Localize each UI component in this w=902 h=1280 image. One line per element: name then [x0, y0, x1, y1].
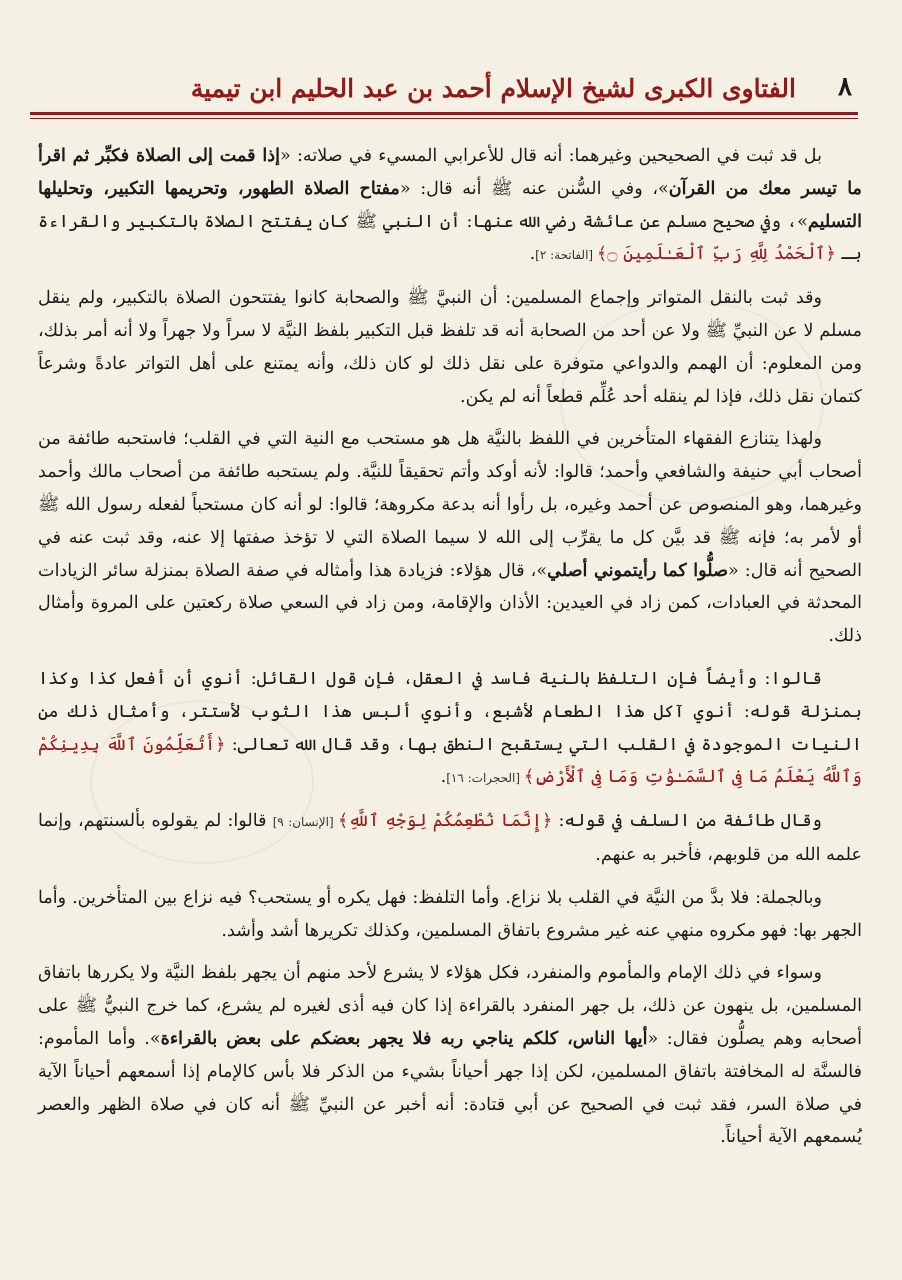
hadith-text: مفتاح الصلاة الطهور، وتحريمها التكبير، وتحليلها التسليم: [38, 177, 862, 232]
running-title: الفتاوى الكبرى لشيخ الإسلام أحمد بن عبد الحليم ابن تيمية: [190, 74, 796, 103]
quran-verse: ﴿أَتُعَلِّمُونَ ٱللَّهَ بِدِينِكُمْ وَٱللَّهُ يَعْلَمُ مَا فِى ٱلسَّمَـٰوَٰتِ وَمَا فِى ٱلْأَرْضِ﴾: [38, 734, 862, 788]
body-text: ». وأما المأموم: فالسنَّة له المخافتة باتفاق المسلمين، لكن إذا جهر أحياناً بشيء من الذكر فلا بأس كالإمام إذا أسمعهم أحياناً الآية في صلاة السر، فقد ثبت في الصحيح عن أبي قتادة: أنه أخبر عن النبيِّ ﷺ أنه كان في صلاة الظهر والعصر يُسمعهم الآية أحياناً.: [38, 1028, 862, 1148]
body-text: ولهذا يتنازع الفقهاء المتأخرين في اللفظ بالنيَّة هل هو مستحب مع النية التي في القلب؛ فاستحبه طائفة من أصحاب أبي حنيفة والشافعي وأحمد؛ قالوا: لأنه أوكد وأتم تحقيقاً للنيَّة. ولم يستحبه طائفة من أصحاب مالك وأحمد وغيرهما، وهو المنصوص عن أحمد وغيره، بل رأوا أنه بدعة مكروهة؛ قالوا: لو أنه كان مستحباً لفعله رسول الله ﷺ أو لأمر به؛ فإنه ﷺ قد بيَّن كل ما يقرِّب إلى الله لا سيما الصلاة التي لا تؤخذ صفتها إلا عنه، وقد ثبت عنه في الصحيح أنه قال: «: [38, 429, 862, 581]
body-text: »، قال هؤلاء: فزيادة هذا وأمثاله في صفة الصلاة بمنزلة سائر الزيادات المحدثة في العبادات، كمن زاد في العيدين: الأذان والإقامة، ومن زاد في السعي صلاة ركعتين على المروة وأمثال ذلك.: [38, 560, 862, 647]
body-text: »، وفي السُّنن عنه ﷺ أنه قال: «: [399, 178, 669, 199]
header-rule-thin: [30, 118, 858, 119]
body-text: وقد ثبت بالنقل المتواتر وإجماع المسلمين: أن النبيَّ ﷺ والصحابة كانوا يفتتحون الصلاة بالتكبير، ولم ينقل مسلم لا عن النبيِّ ﷺ ولا عن أحد من الصحابة أنه قد تلفظ قبل التكبير بلفظ النيَّة لا سراً ولا جهراً ولا أنه أمر بذلك، ومن المعلوم: أن الهمم والدواعي متوفرة على نقل ذلك لو كان ذلك، وأنه يمتنع على أهل التواتر عادةً وشرعاً كتمان نقل ذلك، فإذا لم ينقله أحد عُلِّم قطعاً أنه لم يكن.: [38, 288, 862, 407]
hadith-text: أيها الناس، كلكم يناجي ربه فلا يجهر بعضكم على بعض بالقراءة: [160, 1027, 648, 1049]
paragraph: [38, 805, 862, 872]
body-text: بل قد ثبت في الصحيحين وغيرهما: أنه قال للأعرابي المسيء في صلاته: «: [279, 146, 822, 166]
paragraph: [38, 140, 862, 272]
body-text: .: [440, 767, 447, 788]
verse-reference: [الفاتحة: ٢]: [535, 248, 597, 263]
paragraph: [38, 663, 862, 795]
paragraph: [38, 423, 862, 653]
body-text: وسواء في ذلك الإمام والمأموم والمنفرد، فكل هؤلاء لا يشرع لأحد منهم أن يجهر بلفظ النيَّة ولا يكررها باتفاق المسلمين، بل ينهون عن ذلك، بل جهر المنفرد بالقراءة إذا كان فيه أذى لغيره لم يشرع، كما خرج النبيُّ ﷺ على أصحابه وهم يصلُّون فقال: «: [38, 963, 862, 1049]
body-text: »، وفي صحيح مسلم عن عائشة رضي الله عنها: أن النبي ﷺ كان يفتتح الصلاة بالتكبير والقراءة بـ: [38, 211, 862, 265]
paragraph: [38, 282, 862, 413]
body-text: وقال طائفة من السلف في قوله:: [552, 811, 822, 832]
paragraph: [38, 957, 862, 1154]
verse-reference: [الحجرات: ١٦]: [446, 771, 524, 786]
quran-verse: ﴿ٱلْحَمْدُ لِلَّهِ رَبِّ ٱلْعَـٰلَمِينَ ۝﴾: [596, 244, 836, 265]
body-text: قالوا: لم يقولوه بألسنتهم، وإنما علمه الله من قلوبهم، فأخبر به عنهم.: [38, 811, 862, 865]
quran-verse: ﴿إِنَّمَا نُطْعِمُكُمْ لِوَجْهِ ٱللَّهِ﴾: [338, 811, 553, 832]
body-text: قالوا: وأيضاً فإن التلفظ بالنية فاسد في العقل، فإن قول القائل: أنوي أن أفعل كذا وكذا بمنزلة قوله: أنوي آكل هذا الطعام لأشبع، وأنوي ألبس هذا الثوب لأستتر، وأمثال ذلك من النيات الموجودة في القلب التي يستقبح النطق بها، وقد قال الله تعالى:: [38, 668, 863, 755]
page-body: [38, 140, 862, 1164]
hadith-text: صلُّوا كما رأيتموني أصلي: [547, 559, 729, 581]
paragraph: [38, 882, 862, 948]
page-number: ٨: [838, 72, 852, 102]
body-text: .: [529, 244, 536, 265]
body-text: وبالجملة: فلا بدَّ من النيَّة في القلب بلا نزاع. وأما التلفظ: فهل يكره أو يستحب؟ فيه نزاع بين المتأخرين. وأما الجهر بها: فهو مكروه منهي عنه غير مشروع باتفاق المسلمين، وكذلك تكريرها أشد وأشد.: [38, 887, 862, 941]
page-header: [30, 62, 858, 118]
verse-reference: [الإنسان: ٩]: [272, 815, 338, 830]
header-rule: [30, 112, 858, 115]
hadith-text: إذا قمت إلى الصلاة فكبِّر ثم اقرأ ما تيسر معك من القرآن: [38, 145, 862, 199]
